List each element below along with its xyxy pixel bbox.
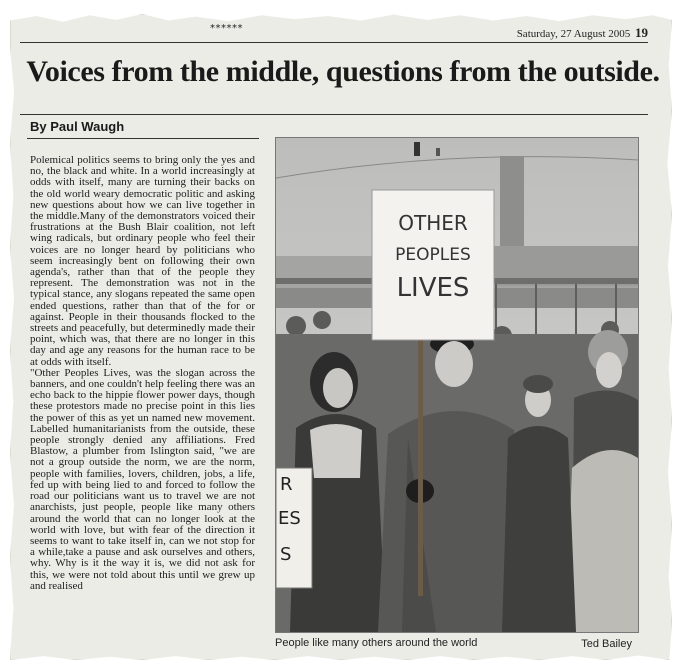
top-rule (20, 42, 648, 43)
byline: By Paul Waugh (30, 119, 125, 134)
sign-line-3: LIVES (396, 273, 470, 303)
protest-photo (275, 137, 639, 633)
headline-rule (20, 114, 648, 115)
edition-stars: ****** (210, 23, 243, 34)
sign-line-1: OTHER (398, 211, 468, 235)
photo-credit: Ted Bailey (581, 638, 632, 650)
protest-photo-illustration (276, 138, 638, 632)
side-sign-line-2: ES (278, 508, 301, 529)
article-body (30, 155, 255, 639)
photo-caption: People like many others around the world (275, 637, 478, 649)
headline: Voices from the middle, questions from the outside. (26, 55, 660, 88)
byline-rule (27, 138, 259, 139)
side-sign-line-1: R (280, 474, 293, 495)
side-sign-line-3: S (280, 544, 292, 565)
page-number: 19 (635, 25, 648, 40)
article-paragraph: Polemical politics seems to bring only the yes and no, the black and white. In a world increasingly at odds with itself, many are turning their backs on the old world weary democratic politic and asking new questions about how we can live together in the middle.Many of the demonstrators voiced their frustrations at the Bush Blair coalition, not left wing radicals, but ordinary people who feel their voices are no longer heard by politicians who seem increasingly bent on following their own agenda's, rather than that of the people they represent. The demonstration was not in the typical stance, any slogans repeated the same open ended questions, rather than that of the for or against. People in their thousands flocked to the streets and peacefully, but determinedly made their point, which was, that there are no longer in this day and age any reasons for the human race to be at odds with itself. (30, 155, 255, 368)
dateline (517, 25, 648, 41)
article-paragraph: "Other Peoples Lives, was the slogan across the banners, and one couldn't help feeling there was an echo back to the hippie flower power days, though these protestors made no precise point in this lies the power of this as yet un named new movement. Labelled humanitarianists from the outside, these people strongly denied any affiliations. Fred Blastow, a plumber from Islington said, "we are not a group outside the norm, we are the norm, people with families, lovers, children, jobs, a life, fed up with being lied to and forced to follow the road our politicians want us to travel we are not anarchists, just people, people like many others around the world that can no longer look at the world with love, but with fear of the direction it seems to want to take itself in, can we not stop for a while,take a pause and ask ourselves and others, why. Why is it the way it is, we did not ask for this, we were not told about this until we grew up and realised (30, 366, 255, 592)
sign-line-2: PEOPLES (395, 245, 471, 265)
issue-date: Saturday, 27 August 2005 (516, 28, 631, 40)
